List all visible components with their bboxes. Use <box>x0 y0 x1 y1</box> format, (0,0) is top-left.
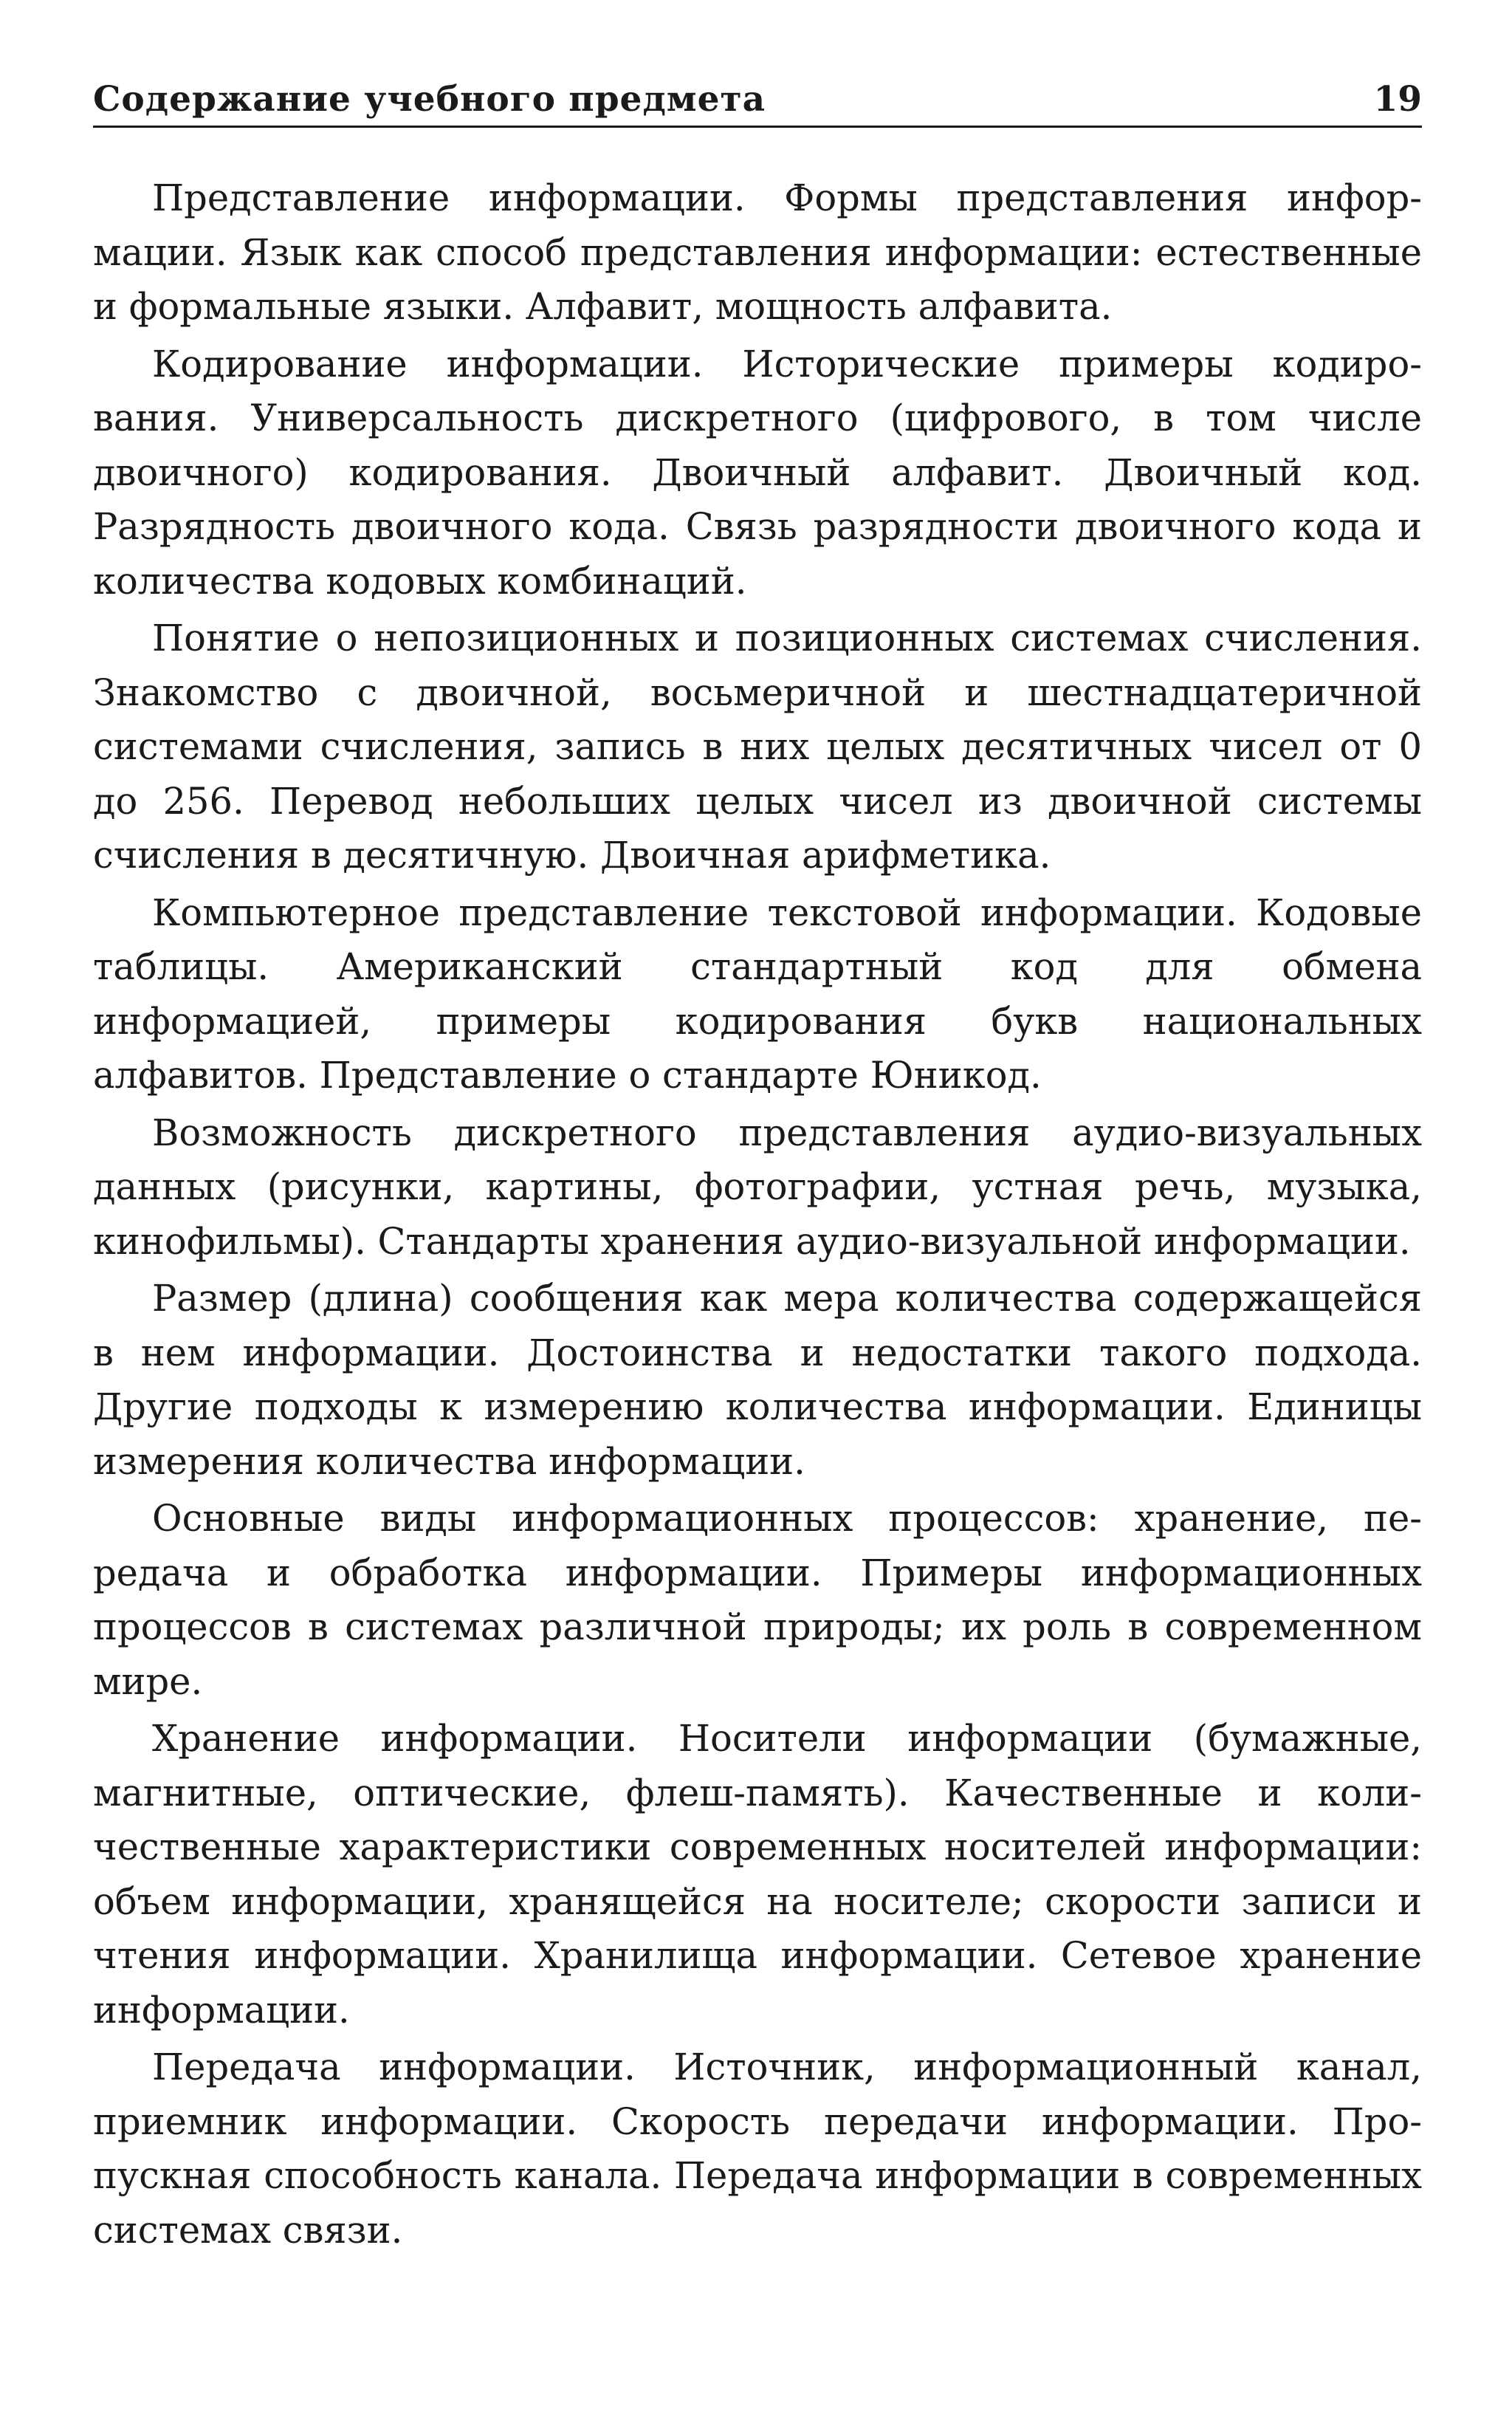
paragraph-info-processes: Основные виды информационных процессов: хранение, передача и обработка информации. Примеры информационных процессов в системах различной природы; их роль в современном мире. <box>93 1497 1422 1703</box>
paragraph-storage: Хранение информации. Носители информации (бумажные, магнитные, оптические, флеш-память). Качественные и количественные характеристики современных носителей информации: объем информации, хранящейся на носителе; скорости записи и чтения информации. Хранилища информации. Сетевое хранение информации. <box>93 1717 1422 2032</box>
paragraph-number-systems: Понятие о непозиционных и позиционных системах счисления. Знакомство с двоичной, восьмеричной и шестнадцатеричной системами счисления, запись в них целых десятичных чисел от 0 до 256. Перевод небольших целых чисел из двоичной системы счисления в десятичную. Двоичная арифметика. <box>93 617 1422 877</box>
paragraph-transmission: Передача информации. Источник, информационный канал, приемник информации. Скорость передачи информации. Пропускная способность канала. Передача информации в современных системах связи. <box>93 2046 1422 2252</box>
paragraph-message-size: Размер (длина) сообщения как мера количества содержащейся в нем информации. Достоинства и недостатки такого подхода. Другие подходы к измерению количества информации. Единицы измерения количества информации. <box>93 1277 1422 1483</box>
running-title: Содержание учебного предмета <box>93 79 766 120</box>
paragraph-text-encoding: Компьютерное представление текстовой информации. Кодовые таблицы. Американский стандартный код для обмена информацией, примеры кодирования букв национальных алфавитов. Представление о стандарте Юникод. <box>93 891 1422 1097</box>
paragraph-representation: Представление информации. Формы представления информации. Язык как способ представления информации: естественные и формальные языки. Алфавит, мощность алфавита. <box>93 176 1422 328</box>
page-number: 19 <box>1373 79 1422 120</box>
paragraph-coding: Кодирование информации. Исторические примеры кодирования. Универсальность дискретного (цифрового, в том числе двоичного) кодирования. Двоичный алфавит. Двоичный код. Разрядность двоичного кода. Связь разрядности двоичного кода и количества кодовых комбинаций. <box>93 342 1422 603</box>
book-page <box>93 0 1422 2420</box>
paragraph-audio-visual: Возможность дискретного представления аудио-визуальных данных (рисунки, картины, фотографии, устная речь, музыка, кинофильмы). Стандарты хранения аудио-визуальной информации. <box>93 1111 1422 1263</box>
body-text <box>93 171 1422 2260</box>
running-header <box>93 74 1422 128</box>
